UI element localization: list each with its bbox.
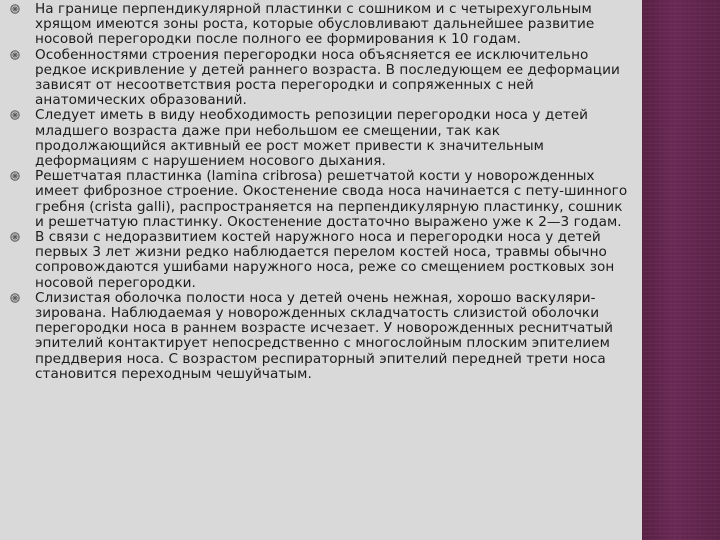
bullet-list bbox=[10, 2, 634, 382]
bullet-text: В связи с недоразвитием костей наружного носа и перегородки носа у детей первых 3 лет жизни редко наблюдается перелом костей носа, травмы обычно сопровождаются ушибами наружного носа, реже со смещением ростковых зон носовой перегородки. bbox=[35, 229, 615, 291]
decorative-side-panel bbox=[642, 0, 720, 540]
bullet-text: Особенностями строения перегородки носа объясняется ее исключительно редкое искривление у детей раннего возраста. В последующем ее деформации зависят от несоответствия роста перегородки и сопряженных с ней анатомических образований. bbox=[35, 46, 620, 109]
bullet-item-1 bbox=[10, 2, 634, 48]
bullet-text: Слизистая оболочка полости носа у детей очень нежная, хорошо васкуляри-зирована. Наблюдаемая у новорожденных складчатость слизистой оболочки перегородки носа в раннем возрасте исчезает. У новорожденных реснитчатый эпителий контактирует непосредственно с многослойным плоским эпителием преддверия носа. С возрастом респираторный эпителий передней трети носа становится переходным чешуйчатым. bbox=[35, 289, 614, 382]
bullet-item-5 bbox=[10, 230, 634, 291]
bullet-item-4 bbox=[10, 169, 634, 230]
circled-cross-icon bbox=[10, 293, 20, 303]
bullet-item-2 bbox=[10, 48, 634, 109]
circled-cross-icon bbox=[10, 4, 20, 14]
bullet-item-6 bbox=[10, 291, 634, 382]
circled-cross-icon bbox=[10, 50, 20, 60]
bullet-item-3 bbox=[10, 108, 634, 169]
bullet-text: Следует иметь в виду необходимость репозиции перегородки носа у детей младшего возраста даже при небольшом ее смещении, так как продолжающийся активный ее рост может привести к значительным деформациям с нарушением носового дыхания. bbox=[35, 107, 589, 170]
circled-cross-icon bbox=[10, 110, 20, 120]
bullet-text: На границе перпендикулярной пластинки с сошником и с четырехугольным хрящом имеются зоны роста, которые обусловливают дальнейшее развитие носовой перегородки после полного ее формирования к 10 годам. bbox=[35, 1, 595, 48]
circled-cross-icon bbox=[10, 232, 20, 242]
circled-cross-icon bbox=[10, 171, 20, 181]
bullet-text: Решетчатая пластинка (lamina cribrosa) решетчатой кости у новорожденных имеет фиброзное строение. Окостенение свода носа начинается с пету-шинного гребня (crista galli), распространяется на перпендикулярную пластинку, сошник и решетчатую пластинку. Окостенение достаточно выражено уже к 2—3 годам. bbox=[35, 168, 628, 230]
